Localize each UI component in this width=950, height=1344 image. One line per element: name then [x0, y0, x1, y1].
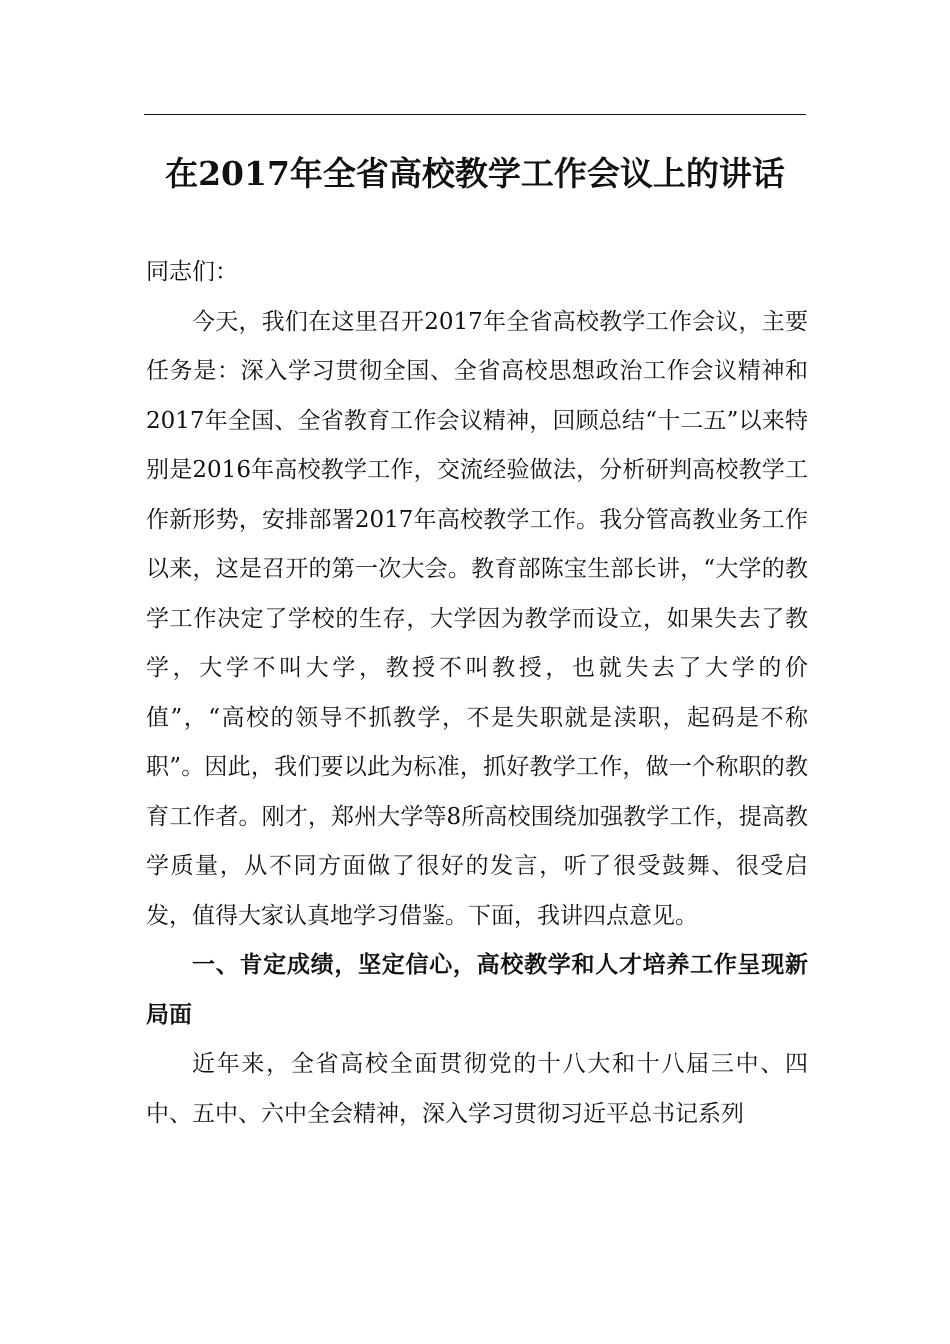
paragraph-section-1: 近年来，全省高校全面贯彻党的十八大和十八届三中、四中、五中、六中全会精神，深入学习贯彻习近平总书记系列	[146, 1051, 808, 1127]
section-heading-1: 一、肯定成绩，坚定信心，高校教学和人才培养工作呈现新局面	[146, 952, 808, 1028]
header-rule	[144, 114, 806, 115]
document-body	[146, 248, 808, 1139]
salutation: 同志们：	[146, 259, 238, 285]
document-title: 在2017年全省高校教学工作会议上的讲话	[165, 154, 785, 193]
paragraph-opening: 今天，我们在这里召开2017年全省高校教学工作会议，主要任务是：深入学习贯彻全国、全省高校思想政治工作会议精神和2017年全国、全省教育工作会议精神，回顾总结“十二五”以来特别是2016年高校教学工作，交流经验做法，分析研判高校教学工作新形势，安排部署2017年高校教学工作。我分管高教业务工作以来，这是召开的第一次大会。教育部陈宝生部长讲，“大学的教学工作决定了学校的生存，大学因为教学而设立，如果失去了教学，大学不叫大学，教授不叫教授，也就失去了大学的价值”，“高校的领导不抓教学，不是失职就是渎职，起码是不称职”。因此，我们要以此为标准，抓好教学工作，做一个称职的教育工作者。刚才，郑州大学等8所高校围绕加强教学工作，提高教学质量，从不同方面做了很好的发言，听了很受鼓舞、很受启发，值得大家认真地学习借鉴。下面，我讲四点意见。	[146, 308, 808, 929]
